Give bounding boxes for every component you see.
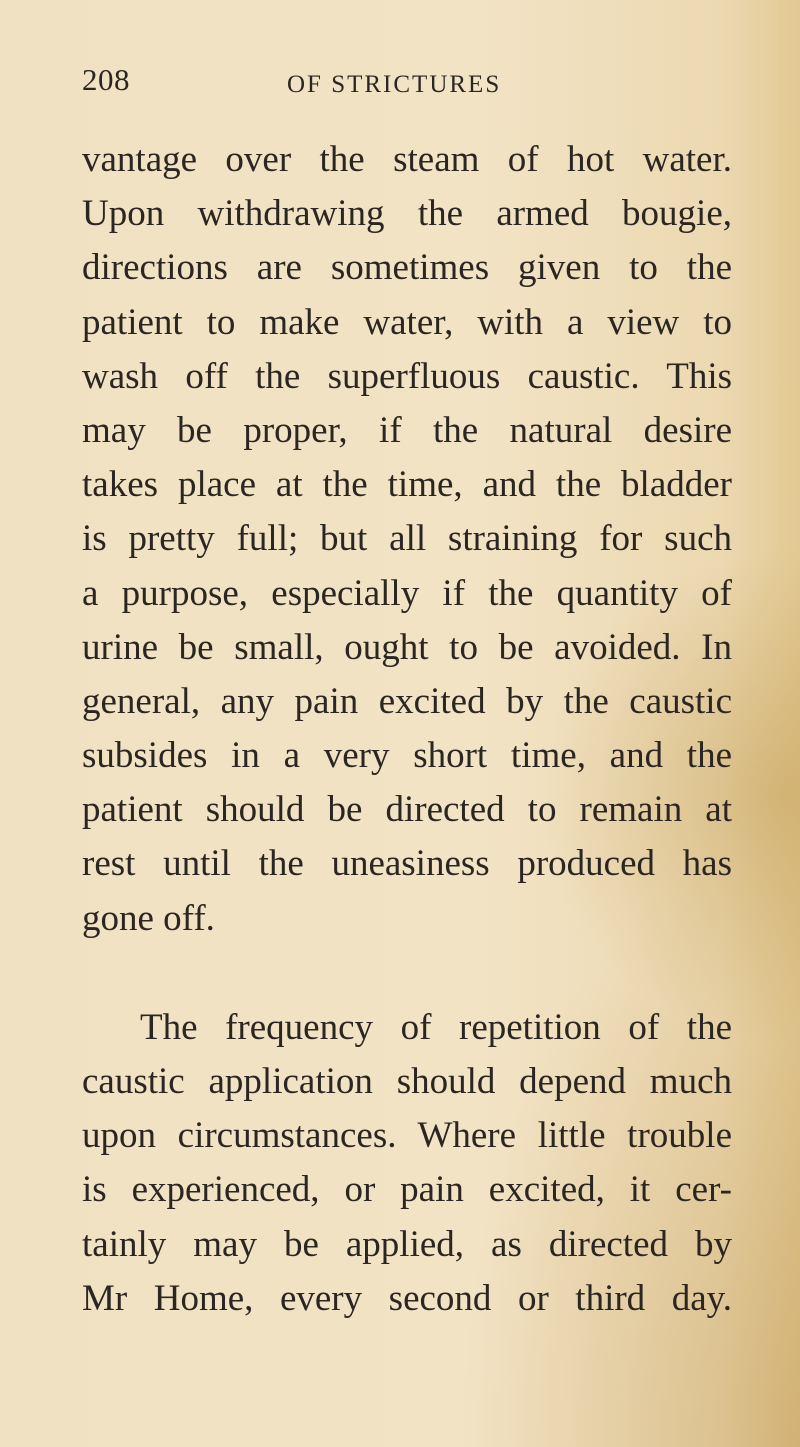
- paragraph: [82, 133, 732, 946]
- text-line: patient should be directed to remain at: [82, 789, 732, 831]
- text-line: rest until the uneasiness produced has: [82, 843, 732, 885]
- text-line: gone off.: [82, 897, 215, 939]
- text-line: patient to make water, with a view to: [82, 301, 732, 343]
- page-header: [0, 62, 800, 112]
- text-line: is experienced, or pain excited, it cer-: [82, 1169, 732, 1211]
- text-line: Upon withdrawing the armed bougie,: [82, 193, 732, 235]
- text-line: tainly may be applied, as directed by: [82, 1223, 732, 1265]
- text-line: directions are sometimes given to the: [82, 247, 732, 289]
- text-line: The frequency of repetition of the: [140, 1006, 732, 1048]
- text-line: subsides in a very short time, and the: [82, 735, 732, 777]
- paragraph-gap: [82, 946, 732, 1001]
- text-line: wash off the superfluous caustic. This: [82, 355, 732, 397]
- text-line: caustic application should depend much: [82, 1061, 732, 1102]
- text-line: may be proper, if the natural desire: [82, 409, 732, 451]
- text-line: is pretty full; but all straining for such: [82, 518, 732, 560]
- running-head: OF STRICTURES: [287, 71, 502, 98]
- text-line: a purpose, especially if the quantity of: [82, 572, 732, 614]
- text-line: vantage over the steam of hot water.: [82, 139, 732, 180]
- body-text: [82, 133, 732, 1326]
- text-line: upon circumstances. Where little trouble: [82, 1115, 732, 1157]
- text-line: Mr Home, every second or third day.: [82, 1277, 732, 1319]
- text-line: urine be small, ought to be avoided. In: [82, 626, 732, 668]
- paragraph: [82, 1001, 732, 1326]
- page-number: 208: [82, 62, 130, 97]
- text-line: general, any pain excited by the caustic: [82, 680, 732, 722]
- text-line: takes place at the time, and the bladder: [82, 464, 732, 506]
